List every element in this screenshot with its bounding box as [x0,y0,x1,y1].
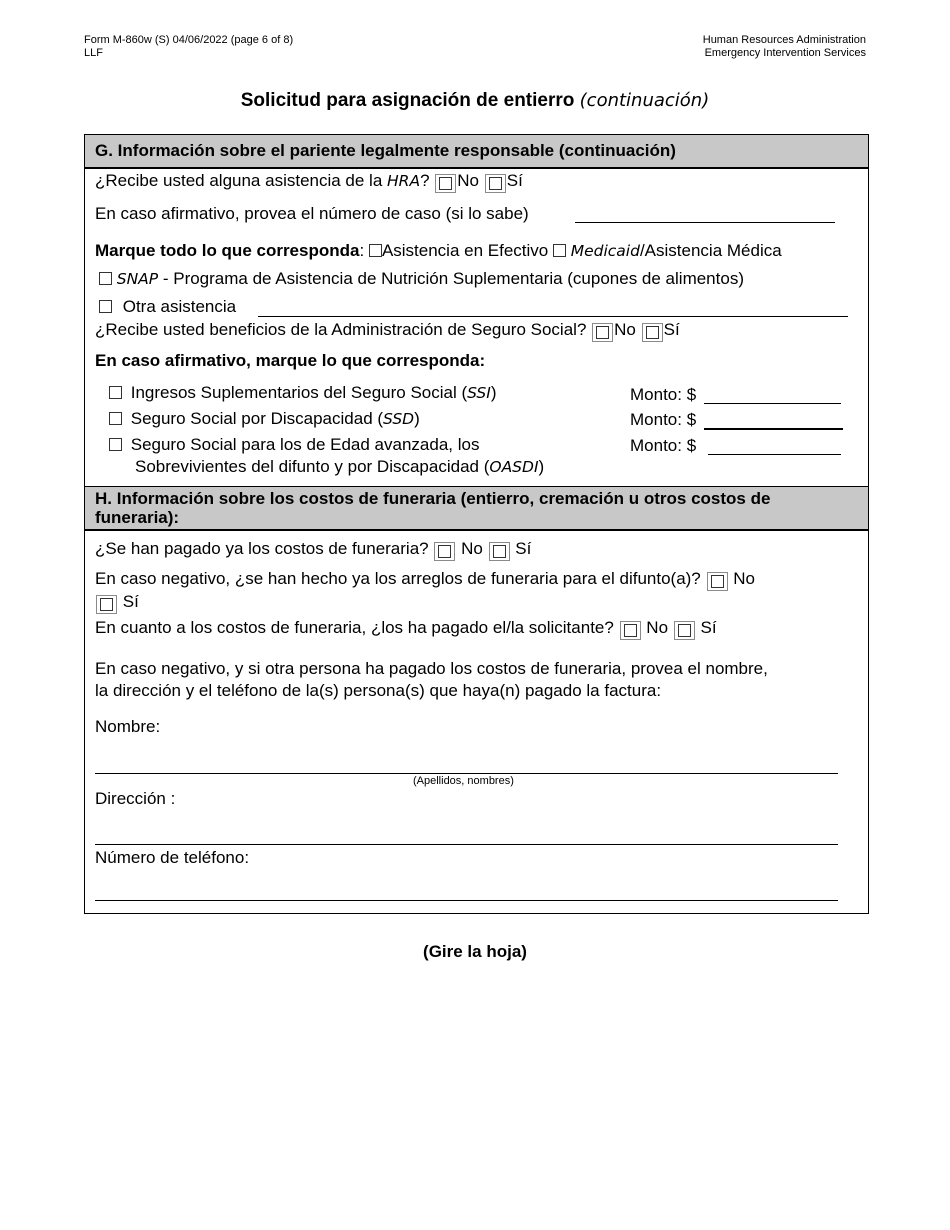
ssd-amount-label: Monto: $ [630,410,697,429]
ssi-amount-label: Monto: $ [630,385,697,404]
oasdi-row-line2: Sobrevivientes del difunto y por Discapacidad (OASDI) [135,457,545,476]
if-yes-mark-label: En caso afirmativo, marque lo que corresponda: [95,351,486,370]
checkbox-icon [646,326,659,339]
other-person-text-1: En caso negativo, y si otra persona ha pagado los costos de funeraria, provea el nombre, [95,659,768,678]
phone-field[interactable] [95,900,838,901]
checkbox-icon [100,598,113,611]
ssa-yes-checkbox[interactable] [642,323,663,342]
name-hint: (Apellidos, nombres) [413,775,514,787]
checkbox-icon [439,177,452,190]
checkbox-icon [624,624,637,637]
form-id: Form M-860w (S) 04/06/2022 (page 6 of 8) [84,34,294,46]
hra-question: ¿Recibe usted alguna asistencia de la HRA? No Sí [95,171,523,193]
applicant-paid-yes-checkbox[interactable] [674,621,695,640]
arrangements-question: En caso negativo, ¿se han hecho ya los arreglos de funeraria para el difunto(a)? No [95,569,755,591]
name-field[interactable] [95,773,838,774]
title-main: Solicitud para asignación de entierro [240,90,575,111]
turn-page-note: (Gire la hoja) [423,942,527,961]
applicant-paid-no-checkbox[interactable] [620,621,641,640]
ssd-row: Seguro Social por Discapacidad (SSD) [109,409,420,429]
arrangements-yes-checkbox[interactable] [96,595,117,614]
agency-name: Human Resources Administration [702,34,866,46]
form-code: LLF [84,47,103,59]
ssa-no-checkbox[interactable] [592,323,613,342]
ssa-question: ¿Recibe usted beneficios de la Administración de Seguro Social? No Sí [95,320,680,342]
oasdi-row: Seguro Social para los de Edad avanzada, los [109,435,479,455]
ssd-amount-field[interactable] [704,428,843,430]
hra-yes-checkbox[interactable] [485,174,506,193]
funeral-paid-no-checkbox[interactable] [434,542,455,561]
address-label: Dirección : [95,789,176,808]
checkbox-icon [489,177,502,190]
oasdi-checkbox[interactable] [109,438,122,451]
section-h-heading: H. Información sobre los costos de funeraria (entierro, cremación u otros costos de funeraria): [85,487,868,531]
ssd-checkbox[interactable] [109,412,122,425]
title-suffix: (continuación) [579,90,710,111]
snap-checkbox[interactable] [99,272,112,285]
checkbox-icon [438,545,451,558]
section-g-heading: G. Información sobre el pariente legalmente responsable (continuación) [85,135,868,169]
division-name: Emergency Intervention Services [704,47,866,59]
other-assistance-checkbox[interactable] [99,300,112,313]
arrangements-yes-row: Sí [95,592,139,614]
oasdi-amount-field[interactable] [708,454,841,455]
checkbox-icon [678,624,691,637]
case-number-label: En caso afirmativo, provea el número de caso (si lo sabe) [95,204,529,223]
hra-no-checkbox[interactable] [435,174,456,193]
other-assistance-row: Otra asistencia [99,297,236,317]
checkbox-icon [493,545,506,558]
cash-assistance-checkbox[interactable] [369,244,382,257]
mark-all-row: Marque todo lo que corresponda: Asistencia en Efectivo Medicaid/Asistencia Médica [95,241,782,260]
arrangements-no-checkbox[interactable] [707,572,728,591]
applicant-paid-question: En cuanto a los costos de funeraria, ¿los ha pagado el/la solicitante? No Sí [95,618,717,640]
ssi-amount-field[interactable] [704,403,841,404]
address-field[interactable] [95,844,838,845]
checkbox-icon [596,326,609,339]
checkbox-icon [711,575,724,588]
snap-row: SNAP - Programa de Asistencia de Nutrición Suplementaria (cupones de alimentos) [99,269,744,289]
funeral-paid-question: ¿Se han pagado ya los costos de funeraria? No Sí [95,539,531,561]
other-person-text-2: la dirección y el teléfono de la(s) persona(s) que haya(n) pagado la factura: [95,681,662,700]
oasdi-amount-label: Monto: $ [630,436,697,455]
case-number-field[interactable] [575,222,835,223]
ssi-checkbox[interactable] [109,386,122,399]
page-title [0,90,950,112]
phone-label: Número de teléfono: [95,848,250,867]
other-assistance-field[interactable] [258,316,848,317]
ssi-row: Ingresos Suplementarios del Seguro Social (SSI) [109,383,497,403]
name-label: Nombre: [95,717,161,736]
funeral-paid-yes-checkbox[interactable] [489,542,510,561]
medicaid-checkbox[interactable] [553,244,566,257]
